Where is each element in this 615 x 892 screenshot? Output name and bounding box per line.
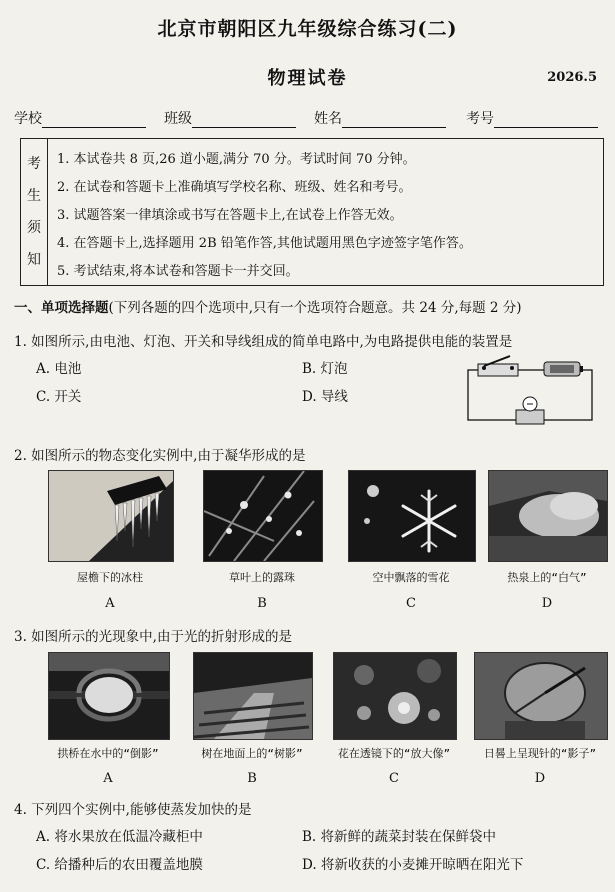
school-label: 学校 (14, 111, 42, 127)
q3-photo-bridge-reflection (48, 652, 170, 740)
notice-heading-char: 须 (27, 220, 41, 236)
q2-photo-snowflake (348, 470, 476, 562)
q3-caption-d: 日晷上呈现针的“影子” (483, 747, 597, 760)
battery-icon (544, 362, 583, 376)
q2-caption-b: 草叶上的露珠 (229, 571, 295, 584)
q3-caption-b: 树在地面上的“树影” (201, 747, 303, 760)
section-title: 一、单项选择题 (14, 300, 109, 316)
exam-subject: 物理试卷 (267, 68, 348, 89)
q2-caption-a: 屋檐下的冰柱 (77, 571, 143, 584)
q1-option-a[interactable]: A. 电池 (36, 361, 82, 377)
q2-caption-d: 热泉上的“白气” (507, 571, 587, 584)
question-2-stem: 2. 如图所示的物态变化实例中,由于凝华形成的是 (14, 448, 306, 464)
notice-item: 3. 试题答案一律填涂或书写在答题卡上,在试卷上作答无效。 (57, 208, 403, 223)
section-note: (下列各题的四个选项中,只有一个选项符合题意。共 24 分,每题 2 分) (108, 300, 522, 316)
class-blank[interactable] (192, 113, 296, 128)
q1-option-d[interactable]: D. 导线 (302, 389, 348, 405)
exam-number-blank[interactable] (494, 113, 598, 128)
exam-number-label: 考号 (466, 111, 494, 127)
q4-option-d[interactable]: D. 将新收获的小麦摊开晾晒在阳光下 (302, 857, 524, 873)
q2-choice-d[interactable]: D (541, 596, 553, 611)
question-4-stem: 4. 下列四个实例中,能够使蒸发加快的是 (14, 802, 252, 818)
q3-choice-b[interactable]: B (247, 771, 257, 786)
switch-icon (478, 356, 518, 376)
class-field[interactable] (164, 108, 296, 128)
q2-photo-dewdrops (203, 470, 323, 562)
circuit-diagram (460, 352, 602, 428)
question-1-stem: 1. 如图所示,由电池、灯泡、开关和导线组成的简单电路中,为电路提供电能的装置是 (14, 334, 513, 350)
bulb-icon (516, 397, 544, 424)
q2-choice-c[interactable]: C (406, 596, 416, 611)
notice-item: 4. 在答题卡上,选择题用 2B 铅笔作答,其他试题用黑色字迹签字笔作答。 (57, 236, 472, 251)
q2-choice-b[interactable]: B (257, 596, 267, 611)
q3-choice-c[interactable]: C (389, 771, 399, 786)
school-field[interactable] (14, 108, 146, 128)
q3-caption-a: 拱桥在水中的“倒影” (57, 747, 159, 760)
notice-item: 2. 在试卷和答题卡上准确填写学校名称、班级、姓名和考号。 (57, 180, 412, 195)
q1-option-c[interactable]: C. 开关 (36, 389, 82, 405)
q4-option-b[interactable]: B. 将新鲜的蔬菜封装在保鲜袋中 (302, 829, 497, 845)
q2-photo-icicles (48, 470, 174, 562)
q2-photo-hot-spring-steam (488, 470, 608, 562)
q2-caption-c: 空中飘落的雪花 (372, 571, 450, 584)
exam-date: 2026.5 (547, 70, 597, 85)
q3-caption-c: 花在透镜下的“放大像” (337, 747, 451, 760)
name-label: 姓名 (314, 111, 342, 127)
q4-option-c[interactable]: C. 给播种后的农田覆盖地膜 (36, 857, 203, 873)
q3-choice-d[interactable]: D (534, 771, 546, 786)
class-label: 班级 (164, 111, 192, 127)
section-heading (14, 296, 522, 316)
notice-item: 1. 本试卷共 8 页,26 道小题,满分 70 分。考试时间 70 分钟。 (57, 152, 416, 167)
notice-heading-char: 生 (27, 188, 41, 204)
candidate-notice-box (20, 138, 604, 286)
q3-photo-magnifier-flower (333, 652, 457, 740)
notice-item: 5. 考试结束,将本试卷和答题卡一并交回。 (57, 264, 299, 279)
notice-heading-char: 知 (27, 252, 41, 268)
name-blank[interactable] (342, 113, 446, 128)
exam-title: 北京市朝阳区九年级综合练习(二) (157, 18, 458, 40)
q3-photo-tree-shadow (193, 652, 313, 740)
notice-heading-char: 考 (27, 156, 41, 172)
q3-choice-a[interactable]: A (103, 771, 113, 786)
name-field[interactable] (314, 108, 446, 128)
q2-choice-a[interactable]: A (105, 596, 115, 611)
exam-number-field[interactable] (466, 108, 598, 128)
q4-option-a[interactable]: A. 将水果放在低温冷藏柜中 (36, 829, 203, 845)
q1-option-b[interactable]: B. 灯泡 (302, 361, 348, 377)
school-blank[interactable] (42, 113, 146, 128)
question-3-stem: 3. 如图所示的光现象中,由于光的折射形成的是 (14, 629, 292, 645)
notice-heading (21, 139, 48, 285)
q3-photo-sundial-shadow (474, 652, 608, 740)
